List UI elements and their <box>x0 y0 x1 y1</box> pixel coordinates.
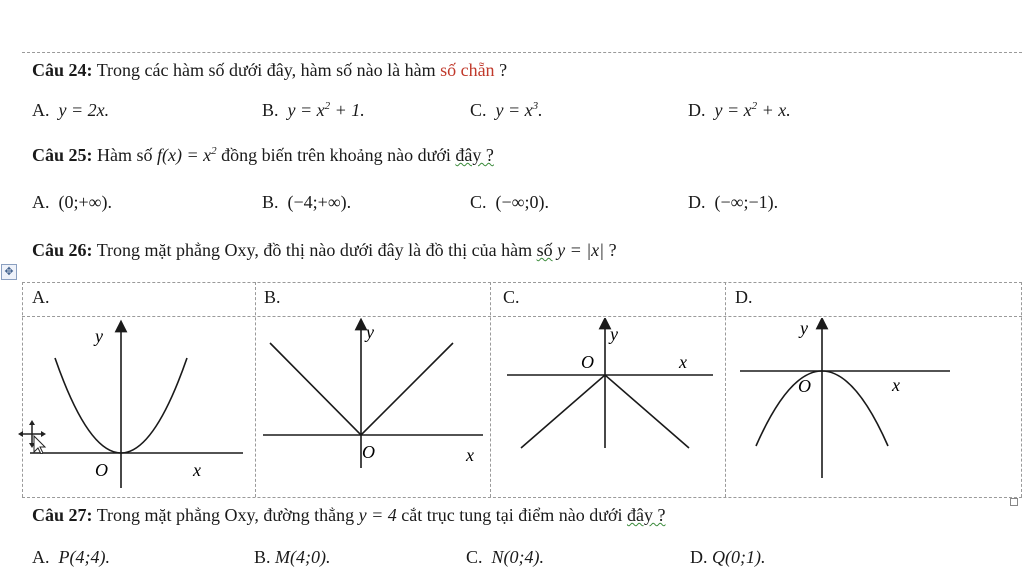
move-cursor-icon <box>18 420 48 454</box>
q25-option-a[interactable]: A. (0;+∞). <box>32 192 112 212</box>
graph-a-x-label: x <box>193 460 201 480</box>
q25-option-c[interactable]: C. (−∞;0). <box>470 192 549 212</box>
graph-d-x-label: x <box>892 375 900 395</box>
graph-d[interactable] <box>728 318 1018 496</box>
graph-b-x-label: x <box>466 445 474 465</box>
graph-c[interactable] <box>493 318 723 496</box>
table-divider-3 <box>725 282 726 497</box>
top-rule <box>22 52 1022 53</box>
graph-d-origin: O <box>798 376 811 396</box>
q25-option-d[interactable]: D. (−∞;−1). <box>688 192 779 212</box>
q26-option-a[interactable]: A. <box>32 287 50 307</box>
q25-option-b[interactable]: B. (−4;+∞). <box>262 192 352 212</box>
q24-option-b[interactable]: B. $y = x^2 + 1$. <box>262 100 365 120</box>
table-bottom-border <box>22 497 1022 498</box>
q27-option-c[interactable]: C. N(0;4). <box>466 547 545 567</box>
question-26: Câu 26: Trong mặt phẳng Oxy, đồ thị nào dưới đây là đồ thị của hàm số y = |x| ? <box>32 240 617 260</box>
graph-c-origin: O <box>581 352 594 372</box>
table-divider-1 <box>255 282 256 497</box>
graph-a[interactable] <box>25 318 253 496</box>
q27-option-b[interactable]: B. M(4;0). <box>254 547 331 567</box>
graph-b-y-label: y <box>366 322 374 342</box>
graph-a-y-label: y <box>95 326 103 346</box>
q27-option-d[interactable]: D. Q(0;1). <box>690 547 766 567</box>
question-24-label: Câu 24: <box>32 60 93 80</box>
q26-option-b[interactable]: B. <box>264 287 281 307</box>
question-26-label: Câu 26: <box>32 240 93 260</box>
question-24-highlight: số chẵn <box>440 60 495 80</box>
graph-b-origin: O <box>362 442 375 462</box>
table-header-border <box>22 316 1022 317</box>
table-left-border <box>22 282 23 497</box>
question-24: Câu 24: Trong các hàm số dưới đây, hàm số nào là hàm số chẵn ? <box>32 60 508 80</box>
q27-option-a[interactable]: A. P(4;4). <box>32 547 110 567</box>
q26-option-c[interactable]: C. <box>503 287 520 307</box>
graph-d-y-label: y <box>800 318 808 338</box>
graph-b[interactable] <box>258 318 488 496</box>
graph-c-y-label: y <box>610 324 618 344</box>
q24-option-d[interactable]: D. $y = x^2 + x$. <box>688 100 791 120</box>
question-27-label: Câu 27: <box>32 505 93 525</box>
q26-option-d[interactable]: D. <box>735 287 753 307</box>
table-top-border <box>22 282 1022 283</box>
q24-option-a[interactable]: A. y = 2x. <box>32 100 110 120</box>
resize-corner-icon[interactable] <box>1010 498 1018 506</box>
move-handle-icon[interactable]: ✥ <box>1 264 17 280</box>
question-27: Câu 27: Trong mặt phẳng Oxy, đường thẳng y = 4 cắt trục tung tại điểm nào dưới đây ? <box>32 505 666 525</box>
table-divider-2 <box>490 282 491 497</box>
graph-a-origin: O <box>95 460 108 480</box>
q24-option-c[interactable]: C. $y = x^3$. <box>470 100 543 120</box>
table-right-border <box>1021 282 1022 497</box>
question-25: Câu 25: Hàm số $f(x) = x^2$ đồng biến trên khoảng nào dưới đây ? <box>32 145 494 165</box>
question-25-label: Câu 25: <box>32 145 93 165</box>
question-24-text: Trong các hàm số dưới đây, hàm số nào là hàm <box>92 60 441 80</box>
graph-c-x-label: x <box>679 352 687 372</box>
